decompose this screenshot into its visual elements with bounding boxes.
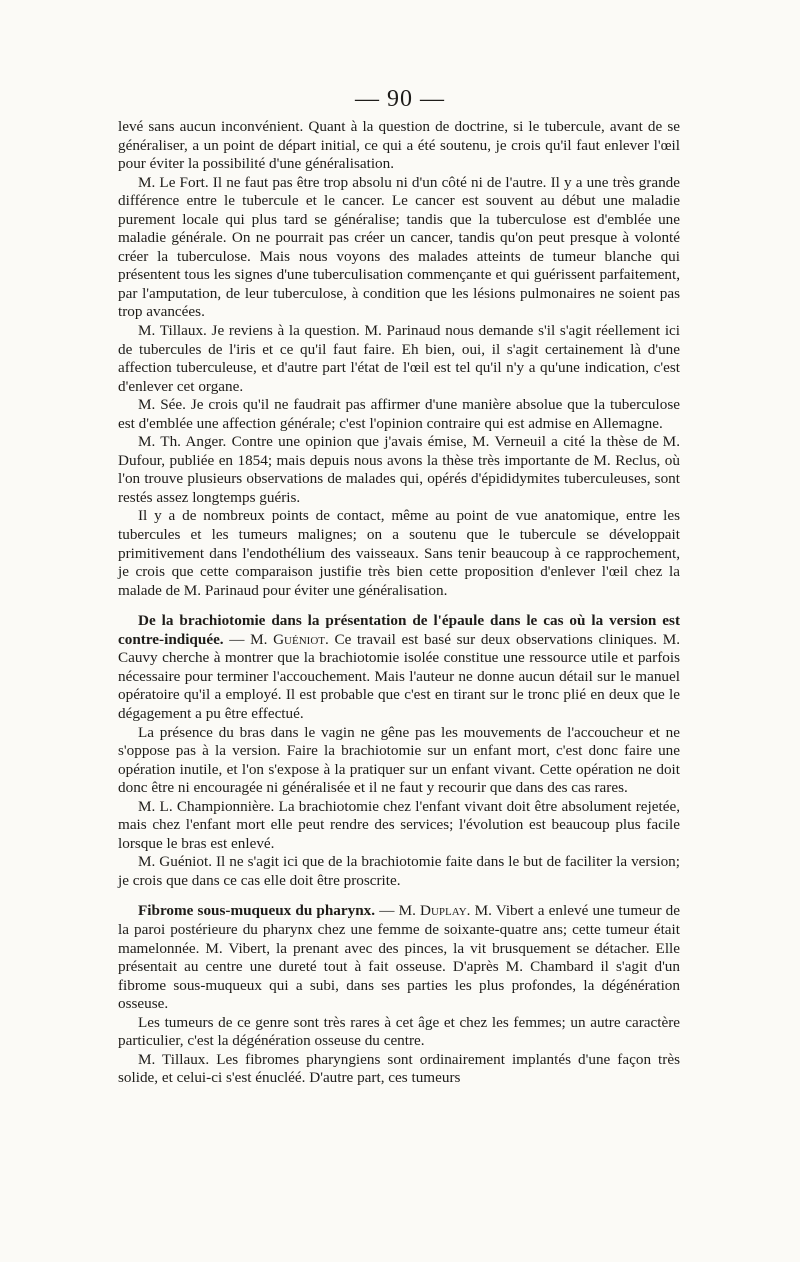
section-author: M. Duplay. (398, 902, 471, 920)
paragraph: M. Le Fort. Il ne faut pas être trop absolu ni d'un côté ni de l'autre. Il y a une très grande différence entre le tubercule et le cancer. Le cancer est souvent au début une maladie purement locale qui plus tard se généralise; tandis que la tuberculose est d'emblée une maladie générale. On ne pourrait pas créer un cancer, tandis qu'on peut presque à volonté créer la tuberculose. Mais nous voyons des malades atteints de tumeur blanche qui présentent tous les signes d'une tuberculisation commençante et qui guérissent parfaitement, par l'amputation, de leur tuberculose, à condition que les lésions pulmonaires ne soient pas trop avancées. (118, 173, 680, 321)
page-number: — 90 — (355, 86, 445, 112)
paragraph: M. Tillaux. Les fibromes pharyngiens sont ordinairement implantés d'une façon très solide, et celui-ci s'est énucléé. D'autre part, ces tumeurs (118, 1050, 680, 1087)
paragraph: Il y a de nombreux points de contact, même au point de vue anatomique, entre les tubercules et les tumeurs malignes; on a soutenu que le tubercule se développait primitivement dans l'endothélium des vaisseaux. Sans tenir beaucoup à ce rapprochement, je crois que cette comparaison justifie très bien cette proposition d'enlever l'œil chez la malade de M. Parinaud pour éviter une généralisation. (118, 507, 680, 599)
section-intro: Ce travail est basé sur deux observations cliniques. M. Cauvy cherche à montrer que la brachiotomie isolée constitue une ressource utile et parfois nécessaire pour terminer l'accouchement. Mais l'auteur ne donne aucun détail sur le manuel opératoire qu'il a employé. Il est probable que c'est en tirant sur le tronc plié en deux que le dégagement a pu être effectué. (118, 630, 681, 722)
section-intro: M. Vibert a enlevé une tumeur de la paroi postérieure du pharynx chez une femme de soixante-quatre ans; cette tumeur était mamelonnée. M. Vibert, la prenant avec des pinces, la vit brusquement se détacher. Elle présentait au centre une dureté tout à fait osseuse. D'après M. Chambard il s'agit d'un fibrome sous-muqueux qui a subi, dans ses parties les plus profondes, la dégénération osseuse. (118, 902, 681, 1013)
paragraph: La présence du bras dans le vagin ne gêne pas les mouvements de l'accoucheur et ne s'oppose pas à la version. Faire la brachiotomie sur un enfant mort, c'est donc faire une opération inutile, et l'on s'expose à la pratiquer sur un enfant vivant. Cette opération ne doit donc être ni encouragée ni généralisée et il ne faut y recourir que dans des cas rares. (118, 723, 680, 797)
page-body (118, 118, 680, 1088)
paragraph: M. Guéniot. Il ne s'agit ici que de la brachiotomie faite dans le but de faciliter la version; je crois que dans ce cas elle doit être proscrite. (118, 853, 680, 889)
paragraph: M. L. Championnière. La brachiotomie chez l'enfant vivant doit être absolument rejetée, mais chez l'enfant mort elle peut rendre des services; l'évolution est beaucoup plus facile lorsque le bras est enlevé. (118, 797, 680, 852)
section-spacer (118, 890, 680, 902)
paragraph: levé sans aucun inconvénient. Quant à la question de doctrine, si le tubercule, avant de se généraliser, a un point de départ initial, ce qui a été soutenu, je crois qu'il faut enlever l'œil pour éviter la possibilité d'une généralisation. (118, 118, 680, 173)
section-author: M. Guéniot. (250, 630, 329, 648)
section-spacer (118, 600, 680, 612)
section-heading: De la brachiotomie dans la présentation de l'épaule dans le cas où la version est contre-indiquée. (118, 612, 680, 648)
paragraph: Les tumeurs de ce genre sont très rares à cet âge et chez les femmes; un autre caractère particulier, c'est la dégénération osseuse du centre. (118, 1013, 680, 1050)
paragraph: M. Sée. Je crois qu'il ne faudrait pas affirmer d'une manière absolue que la tuberculose est d'emblée une affection générale; c'est l'opinion contraire qui est admise en Allemagne. (118, 396, 680, 432)
section-paragraph: De la brachiotomie dans la présentation de l'épaule dans le cas où la version est contre-indiquée. — M. Guéniot. Ce travail est basé sur deux observations cliniques. M. Cauvy cherche à montrer que la brachiotomie isolée constitue une ressource utile et parfois nécessaire pour terminer l'accouchement. Mais l'auteur ne donne aucun détail sur le manuel opératoire qu'il a employé. Il est probable que c'est en tirant sur le tronc plié en deux que le dégagement a pu être effectué. (118, 612, 681, 722)
paragraph: M. Tillaux. Je reviens à la question. M. Parinaud nous demande s'il s'agit réellement ici de tubercules de l'iris et ce qu'il faut faire. Eh bien, oui, il s'agit certainement là d'une affection tuberculeuse, et d'autre part l'état de l'œil est tel qu'il n'y a qu'une indication, c'est d'enlever cet organe. (118, 322, 680, 395)
section-heading: Fibrome sous-muqueux du pharynx. (138, 902, 376, 920)
paragraph: M. Th. Anger. Contre une opinion que j'avais émise, M. Verneuil a cité la thèse de M. Dufour, publiée en 1854; mais depuis nous avons la thèse très importante de M. Reclus, où l'on trouve plusieurs observations de malades qui, opérés d'épididymites tuberculeuses, sont restés assez longtemps guéris. (118, 433, 680, 506)
section-paragraph: Fibrome sous-muqueux du pharynx. — M. Duplay. M. Vibert a enlevé une tumeur de la paroi postérieure du pharynx chez une femme de soixante-quatre ans; cette tumeur était mamelonnée. M. Vibert, la prenant avec des pinces, la vit brusquement se détacher. Elle présentait au centre une dureté tout à fait osseuse. D'après M. Chambard il s'agit d'un fibrome sous-muqueux qui a subi, dans ses parties les plus profondes, la dégénération osseuse. (118, 902, 681, 1013)
